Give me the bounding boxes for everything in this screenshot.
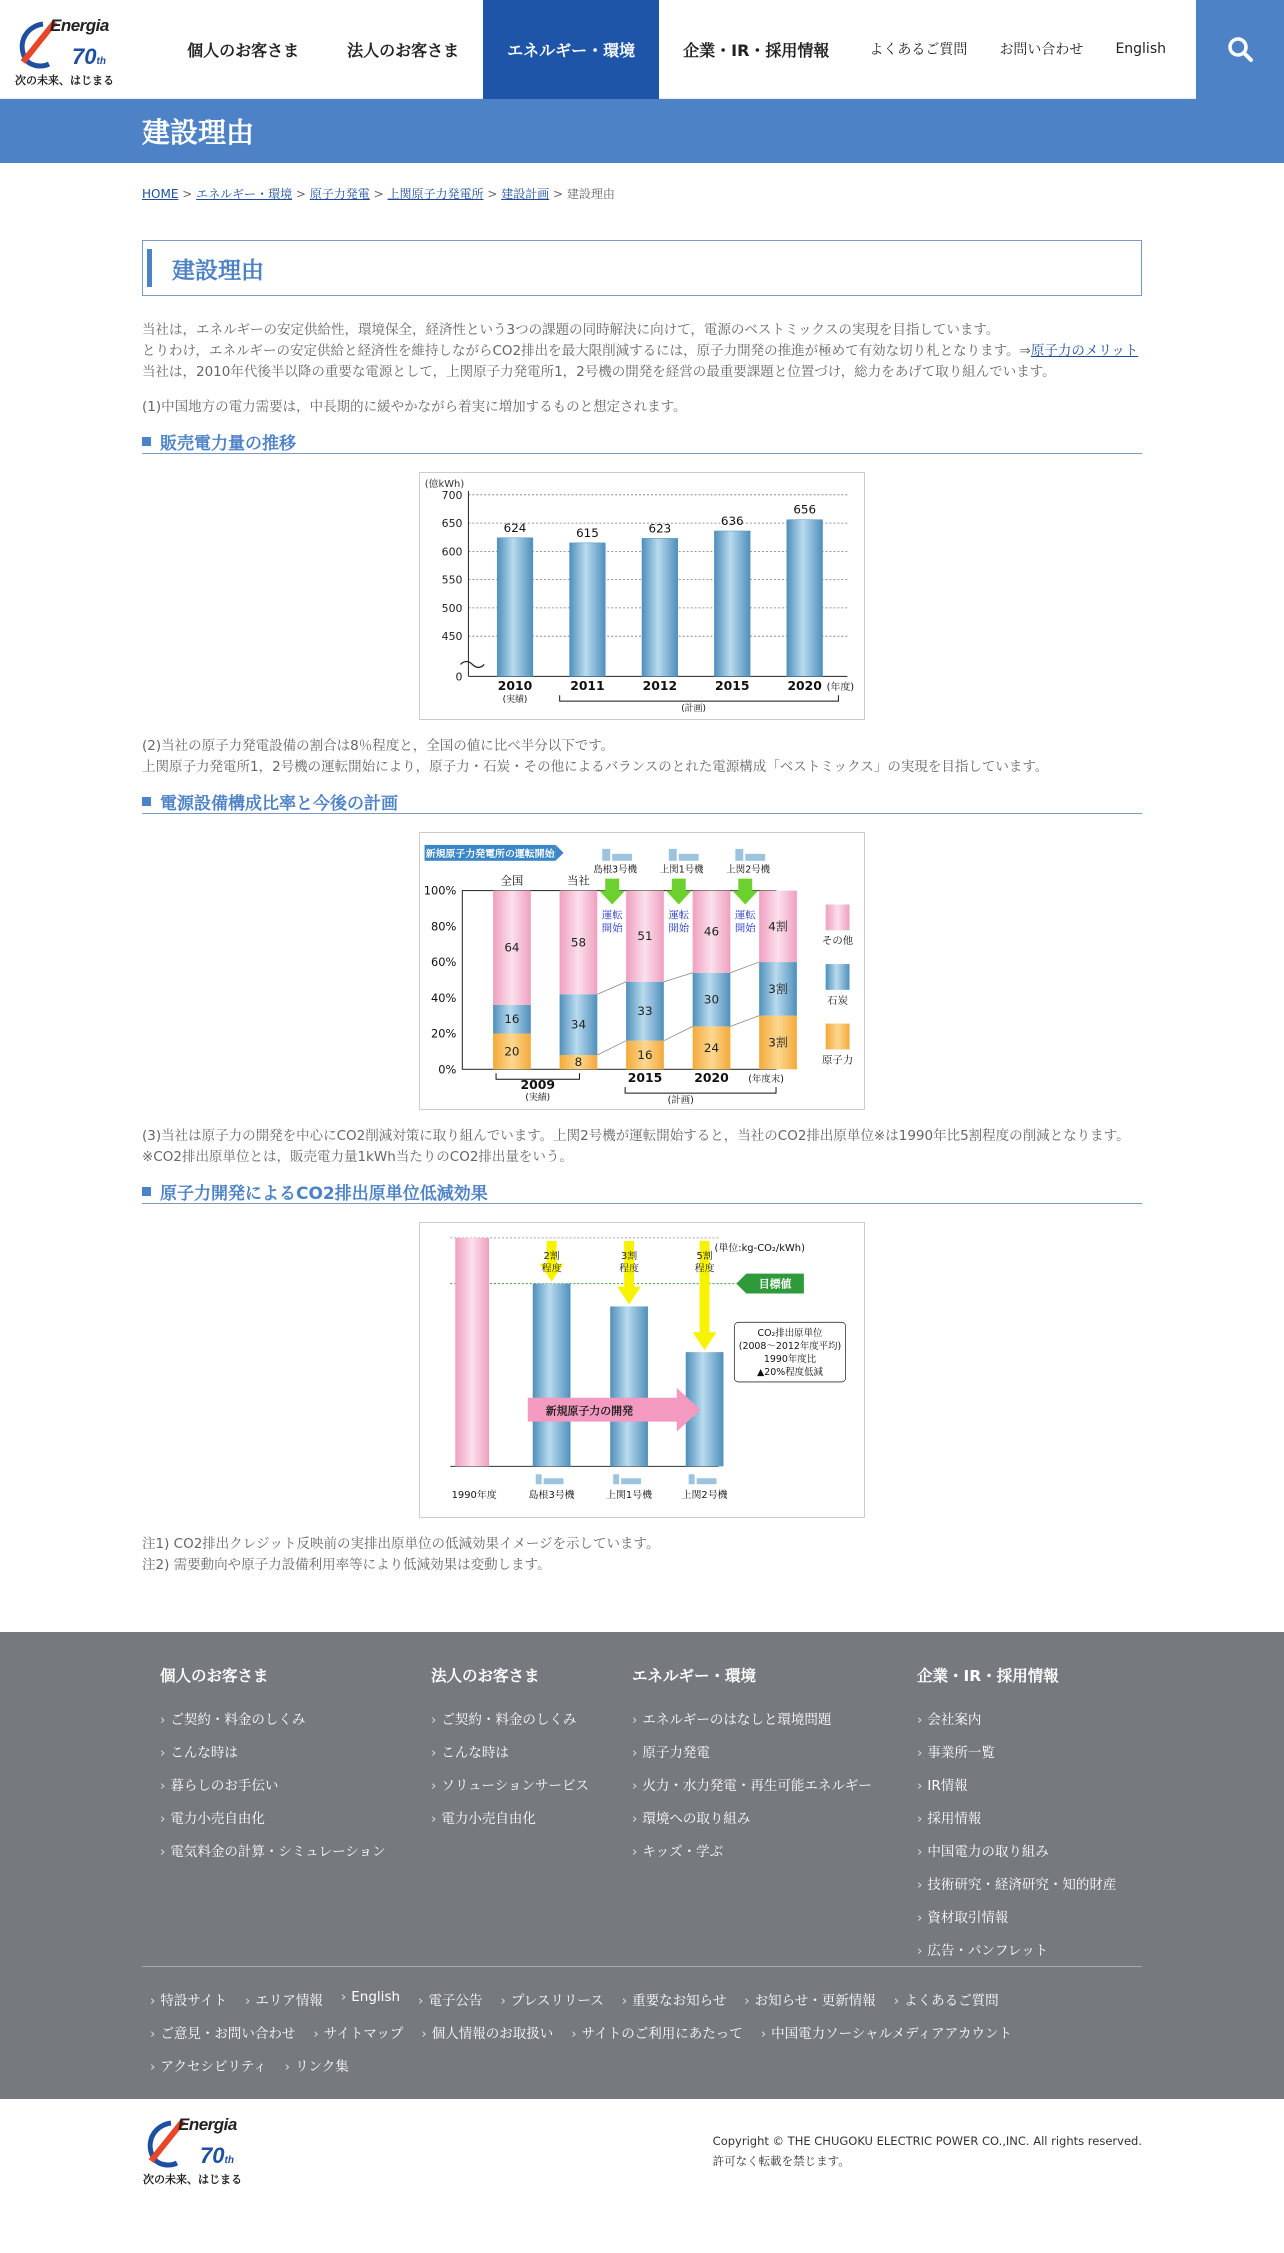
footer-link[interactable]: › 広告・パンフレット bbox=[917, 1939, 1116, 1959]
plant-icon bbox=[735, 849, 743, 861]
segment-label: 33 bbox=[637, 1004, 653, 1019]
co2-chart bbox=[419, 1222, 865, 1518]
footer-columns bbox=[0, 1632, 1284, 1966]
y-tick-label: 20% bbox=[430, 1026, 457, 1041]
bar bbox=[533, 1284, 571, 1467]
reduction-label: 程度 bbox=[541, 1263, 562, 1275]
footer-util-link[interactable]: › 特設サイト bbox=[150, 1989, 227, 2009]
square-icon bbox=[142, 1187, 151, 1196]
subheading-text: 原子力開発によるCO2排出原単位低減効果 bbox=[160, 1184, 488, 1204]
subheading-sales bbox=[142, 430, 1142, 454]
unit-label: (単位:kg-CO₂/kWh) bbox=[714, 1242, 805, 1254]
actual-note: (実績) bbox=[502, 695, 528, 706]
footer-util-link[interactable]: › サイトのご利用にあたって bbox=[571, 2022, 742, 2042]
segment-label: 3割 bbox=[768, 1035, 788, 1050]
logo-brand: Energia bbox=[178, 2115, 237, 2134]
breadcrumb-nuclear[interactable]: 原子力発電 bbox=[309, 187, 370, 201]
point-3-line-1: (3)当社は原子力の開発を中心にCO2削減対策に取り組んでいます。上関2号機が運転開始すると，当社のCO2排出原単位※は1990年比5割程度の削減となります。 bbox=[142, 1128, 1130, 1144]
reduction-label: 程度 bbox=[694, 1263, 715, 1275]
no-reprint-text: 許可なく転載を禁じます。 bbox=[712, 2154, 850, 2168]
point-2-line-1: (2)当社の原子力発電設備の割合は8％程度と，全国の値に比べ半分以下です。 bbox=[142, 738, 615, 754]
trend-line bbox=[664, 1026, 693, 1040]
plant-icon bbox=[602, 849, 610, 861]
footer-util-link[interactable]: › 重要なお知らせ bbox=[622, 1989, 727, 2009]
data-label: 656 bbox=[793, 502, 817, 517]
bar bbox=[787, 520, 823, 677]
footer-util-link[interactable]: › アクセシビリティ bbox=[150, 2055, 267, 2075]
x-group-label: 2015 bbox=[627, 1070, 663, 1086]
actual-note: (実績) bbox=[525, 1093, 551, 1104]
segment-label: 8 bbox=[574, 1055, 583, 1070]
subheading-co2 bbox=[142, 1180, 1142, 1204]
axis-break-mark bbox=[460, 661, 484, 667]
copyright bbox=[713, 2131, 1142, 2171]
segment-label: 3割 bbox=[768, 981, 788, 996]
x-tick-label: 2011 bbox=[570, 678, 605, 694]
nav-business[interactable]: 法人のお客さま bbox=[347, 41, 460, 60]
x-group-label: 2009 bbox=[520, 1077, 556, 1093]
faq-link[interactable]: よくあるご質問 bbox=[869, 42, 968, 58]
page-title-band bbox=[0, 99, 1284, 163]
x-tick-label: 2010 bbox=[497, 678, 533, 694]
footer-util-link[interactable]: › English bbox=[341, 1989, 400, 2009]
x-tick-label: 上関1号機 bbox=[606, 1490, 653, 1502]
callout-text: (2008〜2012年度平均) bbox=[738, 1341, 842, 1353]
segment-label: 4割 bbox=[768, 919, 788, 934]
segment-label: 58 bbox=[570, 935, 587, 950]
point-1: (1)中国地方の電力需要は，中長期的に緩やかながら着実に増加するものと想定されます。 bbox=[142, 399, 687, 415]
start-label: 運転 bbox=[668, 909, 690, 922]
footer-link[interactable]: › キッズ・学ぶ bbox=[632, 1840, 917, 1860]
footer-util-link[interactable]: › 中国電力ソーシャルメディアアカウント bbox=[761, 2022, 1012, 2042]
section-heading bbox=[142, 240, 1142, 296]
footer-link[interactable]: › ソリューションサービス bbox=[431, 1774, 632, 1794]
unit-label: 上関2号機 bbox=[726, 864, 771, 876]
plant-icon bbox=[697, 1478, 717, 1484]
nav-corporate[interactable]: 企業・IR・採用情報 bbox=[683, 41, 830, 60]
bar bbox=[455, 1238, 489, 1466]
callout-text: 1990年度比 bbox=[763, 1354, 817, 1366]
logo-tagline: 次の未来、はじまる bbox=[143, 2173, 242, 2186]
footer-col-business bbox=[431, 1664, 632, 1966]
footer-link[interactable]: › 事業所一覧 bbox=[917, 1741, 1116, 1761]
footer-link[interactable]: › 採用情報 bbox=[917, 1807, 1116, 1827]
y-tick-label: 40% bbox=[430, 990, 457, 1005]
site-logo[interactable] bbox=[0, 0, 138, 99]
footer-link[interactable]: › 火力・水力発電・再生可能エネルギー bbox=[632, 1774, 917, 1794]
y-tick-label: 500 bbox=[441, 601, 463, 615]
x-tick-label: 2015 bbox=[715, 678, 750, 694]
y-tick-label: 650 bbox=[441, 517, 463, 531]
footer-col-title[interactable]: エネルギー・環境 bbox=[632, 1667, 757, 1685]
plant-icon bbox=[745, 854, 765, 861]
main-content bbox=[142, 185, 1142, 1576]
trend-line bbox=[597, 982, 626, 995]
x-unit-label: (年度末) bbox=[748, 1074, 784, 1086]
footer-link[interactable]: › 資材取引情報 bbox=[917, 1906, 1116, 1926]
legend-label: 原子力 bbox=[821, 1054, 854, 1067]
search-icon bbox=[1227, 36, 1253, 62]
sales-chart bbox=[419, 472, 865, 720]
banner-text: 新規原子力発電所の運転開始 bbox=[425, 848, 555, 860]
data-label: 623 bbox=[648, 521, 672, 536]
breadcrumb-current: 建設理由 bbox=[566, 187, 615, 201]
reduction-label: 2割 bbox=[543, 1250, 560, 1262]
y-tick-label: 0 bbox=[455, 670, 463, 684]
logo-tagline: 次の未来、はじまる bbox=[15, 74, 114, 87]
arrow-down-icon bbox=[666, 879, 692, 905]
nav-personal[interactable]: 個人のお客さま bbox=[187, 41, 300, 60]
footer-link[interactable]: › 会社案内 bbox=[917, 1708, 1116, 1728]
contact-link[interactable]: お問い合わせ bbox=[999, 42, 1084, 58]
point-3-line-2: ※CO2排出原単位とは，販売電力量1kWh当たりのCO2排出量をいう。 bbox=[142, 1149, 573, 1165]
legend-label: その他 bbox=[821, 935, 854, 948]
category-label: 当社 bbox=[567, 873, 590, 888]
footer-link[interactable]: › ご契約・料金のしくみ bbox=[160, 1708, 431, 1728]
legend-swatch bbox=[826, 964, 850, 990]
y-tick-label: 0% bbox=[438, 1062, 457, 1077]
segment-label: 16 bbox=[637, 1047, 653, 1062]
plan-bracket bbox=[560, 695, 839, 701]
reduction-label: 程度 bbox=[619, 1263, 640, 1275]
footer-col-energy bbox=[632, 1664, 917, 1966]
segment-label: 24 bbox=[703, 1040, 720, 1055]
segment-label: 46 bbox=[703, 924, 720, 939]
y-tick-label: 600 bbox=[441, 545, 463, 559]
plan-note: (計画) bbox=[667, 1095, 694, 1107]
segment-label: 34 bbox=[570, 1017, 587, 1032]
unit-label: 島根3号機 bbox=[593, 864, 638, 876]
segment-label: 64 bbox=[504, 940, 520, 955]
y-tick-label: 60% bbox=[430, 955, 457, 970]
footer-bottom bbox=[0, 2099, 1284, 2196]
segment-label: 51 bbox=[637, 929, 653, 944]
footer-col-title[interactable]: 個人のお客さま bbox=[160, 1667, 269, 1685]
segment-label: 30 bbox=[703, 992, 720, 1007]
x-tick-label: 上関2号機 bbox=[681, 1490, 728, 1502]
bar bbox=[610, 1306, 648, 1466]
footer-link[interactable]: › 中国電力の取り組み bbox=[917, 1840, 1116, 1860]
target-label: 目標値 bbox=[758, 1277, 792, 1291]
footer-util-link[interactable]: › 個人情報のお取扱い bbox=[421, 2022, 553, 2042]
notes bbox=[142, 1534, 1142, 1576]
reduction-label: 5割 bbox=[696, 1250, 713, 1262]
point-2 bbox=[142, 736, 1142, 778]
data-label: 615 bbox=[576, 525, 599, 540]
note-1: 注1) CO2排出クレジット反映前の実排出原単位の低減効果イメージを示しています。 bbox=[142, 1536, 660, 1552]
search-button[interactable] bbox=[1196, 0, 1284, 99]
logo-number: 70th bbox=[200, 2143, 234, 2168]
y-tick-label: 80% bbox=[430, 919, 457, 934]
start-label: 運転 bbox=[734, 909, 756, 922]
x-group-label: 2020 bbox=[694, 1070, 729, 1086]
x-tick-label: 1990年度 bbox=[451, 1490, 497, 1502]
footer-link[interactable]: › こんな時は bbox=[160, 1741, 431, 1761]
segment-label: 16 bbox=[504, 1012, 520, 1027]
trend-line bbox=[664, 973, 693, 982]
start-label: 開始 bbox=[734, 922, 756, 935]
trend-line bbox=[730, 962, 759, 973]
point-3 bbox=[142, 1126, 1142, 1168]
footer-link[interactable]: › ご契約・料金のしくみ bbox=[431, 1708, 632, 1728]
bar bbox=[497, 538, 533, 677]
intro-paragraph bbox=[142, 320, 1142, 383]
footer-util-link[interactable]: › リンク集 bbox=[285, 2055, 349, 2075]
page-title: 建設理由 bbox=[142, 116, 255, 149]
footer-col-corporate bbox=[917, 1664, 1116, 1966]
plant-icon bbox=[679, 854, 699, 861]
square-icon bbox=[142, 437, 151, 446]
plant-icon bbox=[613, 1474, 619, 1484]
logo-number: 70th bbox=[72, 44, 106, 69]
note-2: 注2) 需要動向や原子力設備利用率等により低減効果は変動します。 bbox=[142, 1557, 551, 1573]
square-icon bbox=[142, 797, 151, 806]
data-label: 624 bbox=[503, 520, 527, 535]
nuclear-merit-link[interactable]: 原子力のメリット bbox=[1030, 343, 1139, 359]
footer-util-link[interactable]: › 電子公告 bbox=[418, 1989, 482, 2009]
legend-swatch bbox=[826, 1024, 850, 1050]
category-label: 全国 bbox=[500, 873, 524, 888]
legend-swatch bbox=[826, 904, 850, 930]
breadcrumb-kaminoseki[interactable]: 上関原子力発電所 bbox=[387, 187, 484, 201]
legend-label: 石炭 bbox=[827, 994, 848, 1007]
plant-icon bbox=[621, 1478, 641, 1484]
plan-note: (計画) bbox=[681, 704, 706, 715]
bar bbox=[642, 538, 678, 676]
footer-link[interactable]: › こんな時は bbox=[431, 1741, 632, 1761]
footer-link[interactable]: › IR情報 bbox=[917, 1774, 1116, 1794]
start-label: 開始 bbox=[668, 922, 690, 935]
arrow-label: 新規原子力の開発 bbox=[545, 1404, 633, 1418]
nav-energy[interactable]: エネルギー・環境 bbox=[483, 0, 659, 99]
breadcrumb: HOME > エネルギー・環境 > 原子力発電 > 上関原子力発電所 > 建設計画 > 建設理由 bbox=[142, 187, 615, 201]
english-link[interactable]: English bbox=[1115, 41, 1166, 57]
unit-label: 上関1号機 bbox=[659, 864, 704, 876]
copyright-text: Copyright © THE CHUGOKU ELECTRIC POWER CO.,INC. All rights reserved. bbox=[712, 2134, 1142, 2148]
composition-chart bbox=[419, 832, 865, 1110]
intro-line-3: 当社は，2010年代後半以降の重要な電源として，上関原子力発電所1，2号機の開発を経営の最重要課題と位置づけ，総力をあげて取り組んでいます。 bbox=[142, 364, 1056, 380]
subheading-text: 電源設備構成比率と今後の計画 bbox=[160, 794, 398, 814]
footer-util-link[interactable]: › お知らせ・更新情報 bbox=[744, 1989, 876, 2009]
footer-util-link[interactable]: › エリア情報 bbox=[245, 1989, 323, 2009]
segment-label: 20 bbox=[504, 1044, 520, 1059]
intro-line-2: とりわけ，エネルギーの安定供給と経済性を維持しながらCO2排出を最大限削減するには，原子力開発の推進が極めて有効な切り札となります。⇒原子力のメリット bbox=[142, 343, 1139, 359]
reduction-label: 3割 bbox=[620, 1250, 638, 1262]
utility-nav bbox=[853, 0, 1284, 98]
trend-line bbox=[597, 1041, 626, 1055]
site-footer bbox=[0, 1632, 1284, 2196]
x-tick-label: 島根3号機 bbox=[528, 1490, 575, 1502]
footer-link[interactable]: › 技術研究・経済研究・知的財産 bbox=[917, 1873, 1116, 1893]
footer-utility-links bbox=[150, 1967, 1150, 2099]
y-tick-label: 100% bbox=[423, 883, 457, 898]
breadcrumb-energy[interactable]: エネルギー・環境 bbox=[196, 187, 293, 201]
logo-brand: Energia bbox=[50, 16, 109, 35]
footer-link[interactable]: › 電力小売自由化 bbox=[160, 1807, 431, 1827]
breadcrumb-plan[interactable]: 建設計画 bbox=[501, 187, 550, 201]
y-tick-label: 450 bbox=[441, 630, 463, 644]
arrow-down-icon bbox=[732, 879, 758, 905]
footer-logo[interactable] bbox=[128, 2099, 268, 2198]
data-label: 636 bbox=[720, 514, 744, 529]
footer-link[interactable]: › エネルギーのはなしと環境問題 bbox=[632, 1708, 917, 1728]
callout-text: CO₂排出原単位 bbox=[757, 1328, 823, 1340]
plant-icon bbox=[689, 1474, 695, 1484]
footer-util-link[interactable]: › サイトマップ bbox=[313, 2022, 403, 2042]
plant-icon bbox=[612, 854, 632, 861]
subheading-composition bbox=[142, 790, 1142, 814]
breadcrumb-home[interactable]: HOME bbox=[142, 187, 179, 201]
arrow-down-icon bbox=[599, 879, 625, 905]
global-nav bbox=[163, 0, 853, 98]
x-axis-unit: (年度) bbox=[826, 682, 855, 694]
footer-col-title[interactable]: 法人のお客さま bbox=[431, 1667, 540, 1685]
footer-link[interactable]: › 暮らしのお手伝い bbox=[160, 1774, 431, 1794]
callout-text: ▲20%程度低減 bbox=[757, 1366, 823, 1378]
footer-link[interactable]: › 原子力発電 bbox=[632, 1741, 917, 1761]
y-tick-label: 700 bbox=[441, 488, 463, 502]
group-bracket bbox=[625, 1087, 776, 1093]
plant-icon bbox=[536, 1474, 542, 1484]
footer-link[interactable]: › 電力小売自由化 bbox=[431, 1807, 632, 1827]
x-tick-label: 2012 bbox=[642, 678, 678, 694]
footer-util-link[interactable]: › プレスリリース bbox=[500, 1989, 603, 2009]
start-label: 開始 bbox=[601, 922, 623, 935]
banner-arrow bbox=[556, 845, 564, 861]
point-2-line-2: 上関原子力発電所1，2号機の運転開始により，原子力・石炭・その他によるバランスのとれた電源構成「ベストミックス」の実現を目指しています。 bbox=[142, 759, 1049, 775]
start-label: 運転 bbox=[601, 909, 623, 922]
footer-col-personal bbox=[160, 1664, 431, 1966]
footer-util-link[interactable]: › ご意見・お問い合わせ bbox=[150, 2022, 295, 2042]
trend-line bbox=[730, 1016, 759, 1027]
intro-line-1: 当社は，エネルギーの安定供給性，環境保全，経済性という3つの課題の同時解決に向けて，電源のベストミックスの実現を目指しています。 bbox=[142, 322, 1000, 338]
y-axis-label: (億kWh) bbox=[424, 478, 465, 490]
footer-link[interactable]: › 電気料金の計算・シミュレーション bbox=[160, 1840, 431, 1860]
subheading-text: 販売電力量の推移 bbox=[160, 434, 296, 454]
x-tick-label: 2020 bbox=[787, 678, 822, 694]
heading-text: 建設理由 bbox=[172, 257, 264, 284]
footer-util-link[interactable]: › よくあるご質問 bbox=[894, 1989, 999, 2009]
plant-icon bbox=[544, 1478, 564, 1484]
footer-col-title[interactable]: 企業・IR・採用情報 bbox=[917, 1667, 1059, 1685]
footer-link[interactable]: › 環境への取り組み bbox=[632, 1807, 917, 1827]
bar bbox=[570, 543, 606, 676]
site-header bbox=[0, 0, 1284, 99]
plant-icon bbox=[669, 849, 677, 861]
y-tick-label: 550 bbox=[441, 573, 463, 587]
bar bbox=[714, 531, 750, 676]
